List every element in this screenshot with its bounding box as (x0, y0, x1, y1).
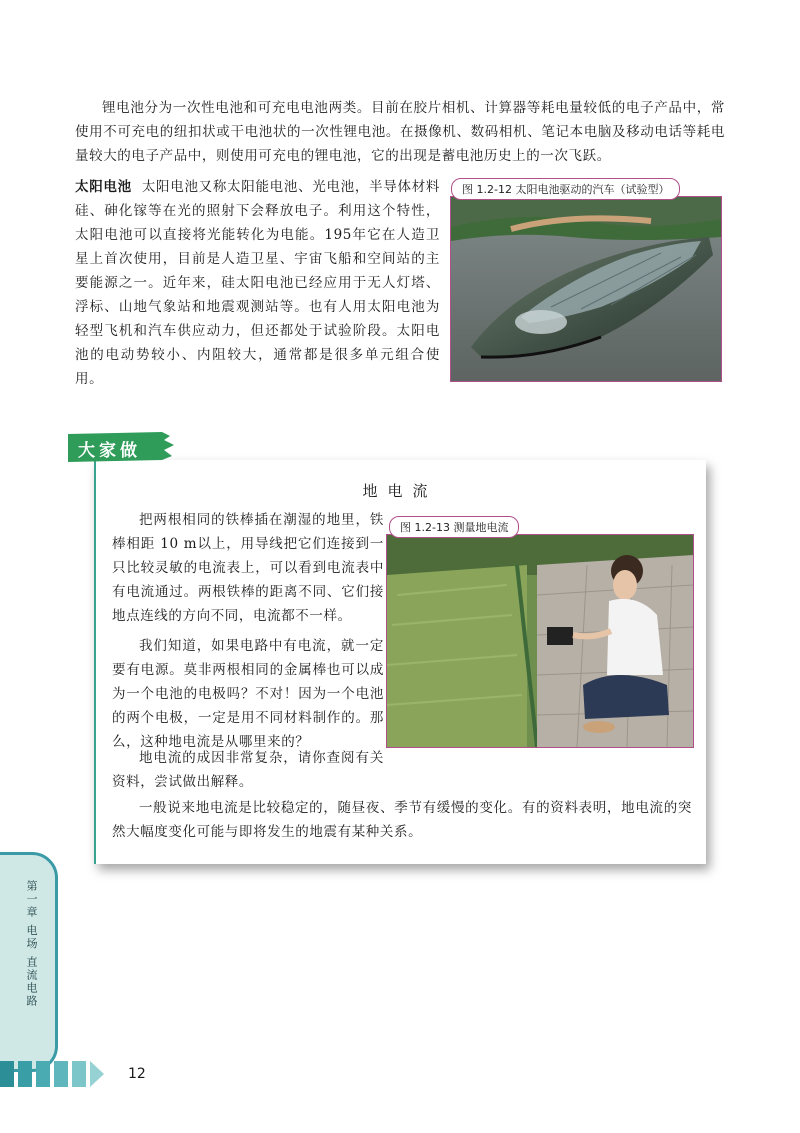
activity-paragraph-3: 地电流的成因非常复杂，请你查阅有关资料，尝试做出解释。 (112, 750, 384, 790)
solar-term: 太阳电池 (75, 179, 132, 195)
activity-tag (66, 430, 176, 464)
activity-paragraph-2: 我们知道，如果电路中有电流，就一定要有电源。莫非两根相同的金属棒也可以成为一个电池的电极吗？不对！因为一个电池的两个电极，一定是用不同材料制作的。那么，这种地电流是从哪里来的？ (112, 638, 384, 750)
activity-paragraph-1: 把两根相同的铁棒插在潮湿的地里，铁棒相距 10 m以上，用导线把它们连接到一只比较灵敏的电流表上，可以看到电流表中有电流通过。两根铁棒的距离不同、它们接地点连线的方向不同，电流都不一样。 (112, 512, 384, 624)
activity-box-border (94, 460, 96, 864)
intro-paragraph: 锂电池分为一次性电池和可充电电池两类。目前在胶片相机、计算器等耗电量较低的电子产品中，常使用不可充电的纽扣状或干电池状的一次性锂电池。在摄像机、数码相机、笔记本电脑及移动电话等耗电量较大的电子产品中，则使用可充电的锂电池，它的出现是蓄电池历史上的一次飞跃。 (75, 100, 725, 164)
solar-text: 太阳电池又称太阳能电池、光电池，半导体材料硅、砷化镓等在光的照射下会释放电子。利用这个特性，太阳电池可以直接将光能转化为电能。195年它在人造卫星上首次使用，目前是人造卫星、宇宙飞船和空间站的主要能源之一。近年来，硅太阳电池已经应用于无人灯塔、浮标、山地气象站和地震观测站等。也有人用太阳电池为轻型飞机和汽车供应动力，但还都处于试验阶段。太阳电池的电动势较小、内阻较大，通常都是很多单元组合使用。 (75, 179, 440, 387)
page-number: 12 (128, 1066, 146, 1082)
activity-paragraph-4: 一般说来地电流是比较稳定的，随昼夜、季节有缓慢的变化。有的资料表明，地电流的突然大幅度变化可能与即将发生的地震有某种关系。 (112, 800, 692, 840)
activity-label: 大家做 (78, 441, 141, 461)
solar-car-photo (450, 196, 722, 382)
earth-current-photo (386, 534, 694, 748)
page-arrow-decoration (0, 1055, 120, 1093)
chapter-side-label: 第一章 电场 直流电路 (25, 880, 38, 1008)
solar-paragraph (75, 175, 440, 391)
figure-caption-earth-current: 图 1.2-13 测量地电流 (389, 516, 519, 538)
activity-title: 地电流 (362, 482, 438, 500)
figure-caption-solar-car: 图 1.2-12 太阳电池驱动的汽车（试验型） (451, 178, 680, 200)
